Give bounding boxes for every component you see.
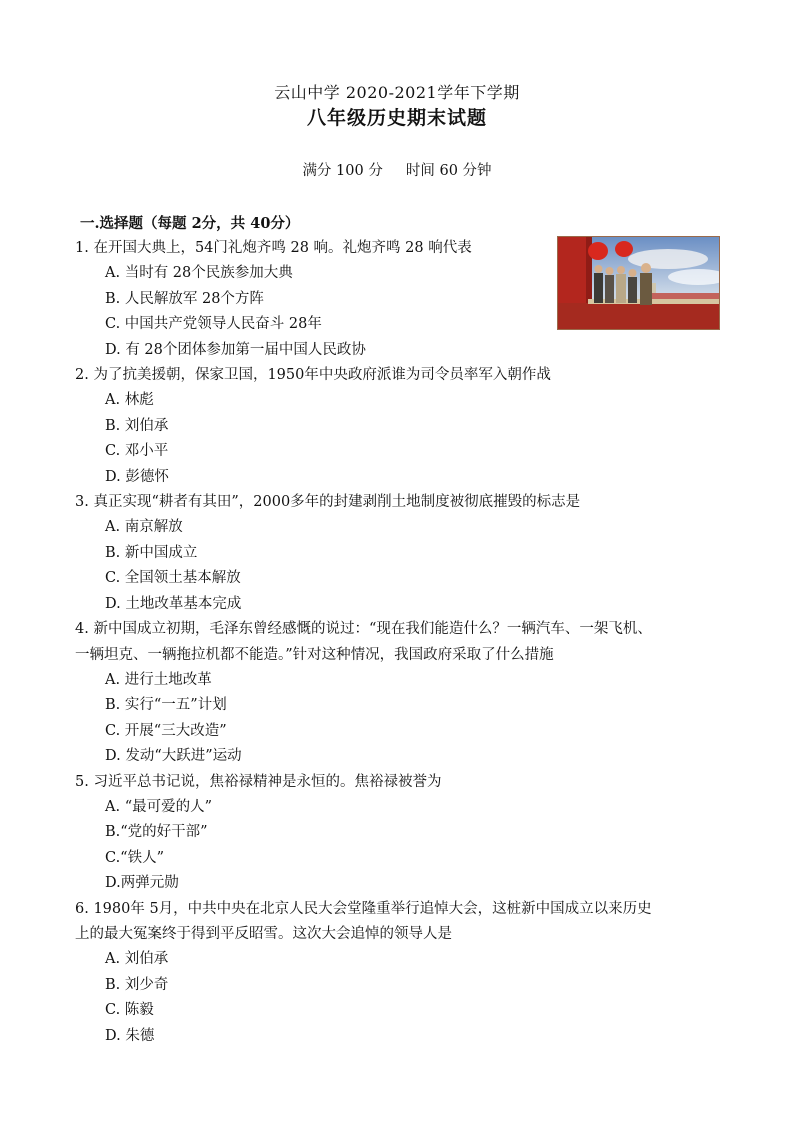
question-6-option-d: D. 朱德 xyxy=(105,1027,155,1044)
score-time-info: 满分 100 分 时间 60 分钟 xyxy=(302,163,492,179)
question-4-option-a: A. 进行土地改革 xyxy=(105,671,212,688)
question-2-option-a: A. 林彪 xyxy=(105,392,154,409)
question-6-stem-line2: 上的最大冤案终于得到平反昭雪。这次大会追悼的领导人是 xyxy=(75,925,452,942)
question-1-option-c: C. 中国共产党领导人民奋斗 28年 xyxy=(105,316,322,333)
exam-title: 八年级历史期末试题 xyxy=(306,107,487,129)
question-2-option-b: B. 刘伯承 xyxy=(105,417,169,434)
question-4-option-c: C. 开展“三大改造” xyxy=(105,722,227,739)
question-6 xyxy=(75,897,725,1049)
question-5-option-c: C.“铁人” xyxy=(105,849,165,866)
question-5-stem: 5. 习近平总书记说，焦裕禄精神是永恒的。焦裕禄被誉为 xyxy=(75,773,442,790)
section-heading: 一.选择题（每题 2分，共 40分） xyxy=(80,215,300,232)
question-1-stem: 1. 在开国大典上，54门礼炮齐鸣 28 响。礼炮齐鸣 28 响代表 xyxy=(75,240,472,256)
question-1-option-a: A. 当时有 28个民族参加大典 xyxy=(105,265,293,282)
question-1-option-b: B. 人民解放军 28个方阵 xyxy=(105,290,264,307)
question-4-option-b: B. 实行“一五”计划 xyxy=(105,697,227,714)
question-1-option-d: D. 有 28个团体参加第一届中国人民政协 xyxy=(105,341,366,358)
question-2-option-d: D. 彭德怀 xyxy=(105,468,169,485)
question-3-option-d: D. 土地改革基本完成 xyxy=(105,595,242,612)
question-6-option-a: A. 刘伯承 xyxy=(105,951,169,968)
question-3-option-a: A. 南京解放 xyxy=(105,519,183,536)
question-3-stem: 3. 真正实现“耕者有其田”，2000多年的封建剥削土地制度被彻底摧毁的标志是 xyxy=(75,494,581,511)
question-5-option-d: D.两弹元勋 xyxy=(105,875,179,892)
question-6-stem-line1: 6. 1980年 5月，中共中央在北京人民大会堂隆重举行追悼大会，这桩新中国成立以来历史 xyxy=(75,900,652,917)
question-5 xyxy=(75,770,725,897)
question-5-option-b: B.“党的好干部” xyxy=(105,824,208,841)
question-2 xyxy=(75,363,725,490)
question-5-option-a: A. “最可爱的人” xyxy=(105,798,213,815)
question-3-option-b: B. 新中国成立 xyxy=(105,544,198,561)
question-4-option-d: D. 发动“大跃进”运动 xyxy=(105,748,242,765)
question-6-option-c: C. 陈毅 xyxy=(105,1002,154,1019)
question-3-option-c: C. 全国领土基本解放 xyxy=(105,570,241,587)
question-2-option-c: C. 邓小平 xyxy=(105,443,169,460)
question-4-stem-line1: 4. 新中国成立初期，毛泽东曾经感慨的说过：“现在我们能造什么？一辆汽车、一架飞机、 xyxy=(75,621,652,638)
question-6-option-b: B. 刘少奇 xyxy=(105,976,169,993)
question-4 xyxy=(75,617,725,769)
question-list xyxy=(75,236,725,1049)
question-1 xyxy=(75,236,725,363)
school-term-line: 云山中学 2020-2021学年下学期 xyxy=(274,83,520,102)
question-2-stem: 2. 为了抗美援朝，保家卫国，1950年中央政府派谁为司令员率军入朝作战 xyxy=(75,367,551,384)
question-4-stem-line2: 一辆坦克、一辆拖拉机都不能造。”针对这种情况，我国政府采取了什么措施 xyxy=(75,646,554,663)
question-3 xyxy=(75,490,725,617)
